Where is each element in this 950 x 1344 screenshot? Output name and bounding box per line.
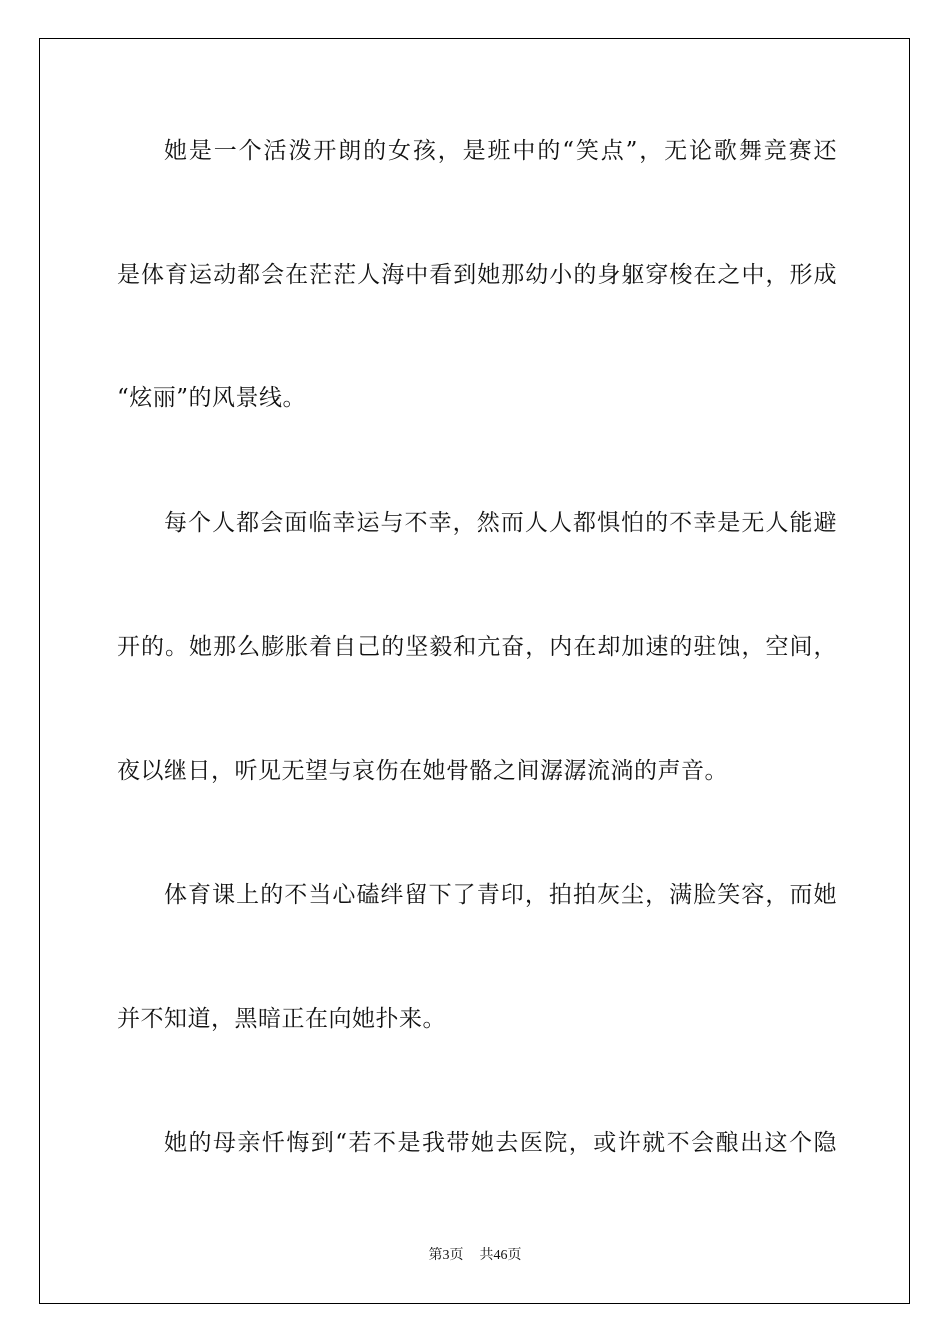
- page-number: 第3页: [428, 1248, 464, 1263]
- paragraph-3-line-1: 体育课上的不当心磕绊留下了青印，拍拍灰尘，满脸笑容，而她: [164, 882, 837, 908]
- paragraph-2-line-1: 每个人都会面临幸运与不幸，然而人人都惧怕的不幸是无人能避: [164, 510, 837, 536]
- paragraph-1-line-2: 是体育运动都会在茫茫人海中看到她那幼小的身躯穿梭在之中，形成: [117, 262, 837, 288]
- page-border: [39, 38, 910, 1304]
- paragraph-1-line-1: 她是一个活泼开朗的女孩，是班中的“笑点”，无论歌舞竞赛还: [164, 138, 837, 164]
- paragraph-3-line-2: 并不知道，黑暗正在向她扑来。: [117, 1006, 446, 1032]
- paragraph-2-line-3: 夜以继日，听见无望与哀伤在她骨骼之间潺潺流淌的声音。: [117, 758, 728, 784]
- page-footer: [0, 1247, 950, 1265]
- paragraph-4-line-1: 她的母亲忏悔到“若不是我带她去医院，或许就不会酿出这个隐: [164, 1130, 837, 1156]
- paragraph-1-line-3: “炫丽”的风景线。: [117, 385, 307, 411]
- paragraph-2-line-2: 开的。她那么膨胀着自己的坚毅和亢奋，内在却加速的驻蚀，空间，: [117, 634, 837, 660]
- page-total: 共46页: [479, 1248, 522, 1263]
